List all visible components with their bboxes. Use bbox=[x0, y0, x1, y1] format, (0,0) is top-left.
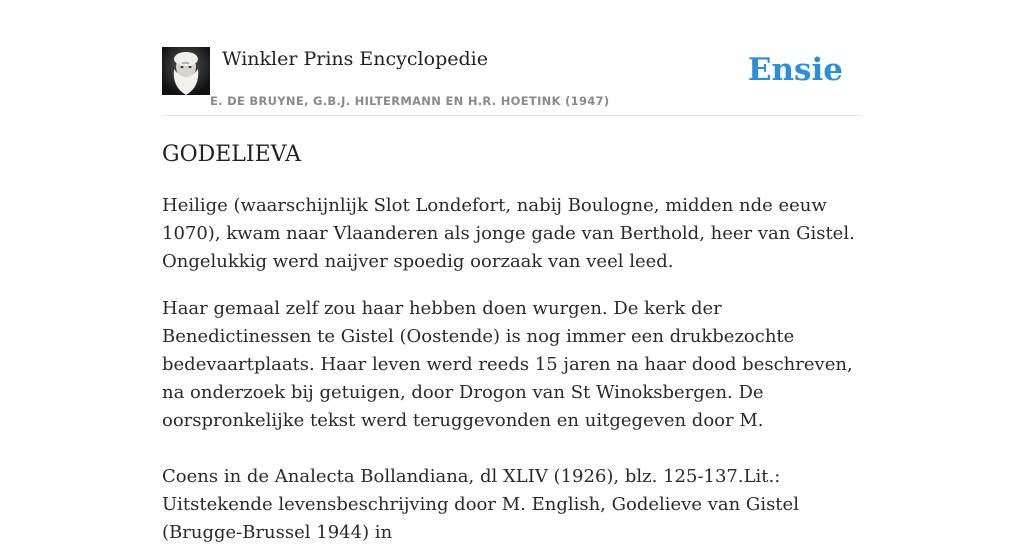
author-portrait[interactable] bbox=[162, 47, 210, 95]
site-title[interactable]: Winkler Prins Encyclopedie bbox=[222, 48, 488, 70]
ensie-logo[interactable]: Ensie bbox=[747, 52, 843, 88]
article-paragraph: Heilige (waarschijnlijk Slot Londefort, nabij Boulogne, midden nde eeuw 1070), kwam naar Vlaanderen als jonge gade van Berthold, heer van Gistel. Ongelukkig werd naijver spoedig oorzaak van veel leed. bbox=[162, 195, 855, 272]
article-title: GODELIEVA bbox=[162, 142, 301, 167]
article-paragraph: Haar gemaal zelf zou haar hebben doen wurgen. De kerk der Benedictinessen te Gistel (Oostende) is nog immer een drukbezochte bedevaartplaats. Haar leven werd reeds 15 jaren na haar dood beschreven, na onderzoek bij getuigen, door Drogon van St Winoksbergen. De oorspronkelijke tekst werd teruggevonden en uitgegeven door M. bbox=[162, 298, 853, 431]
authors-byline: E. DE BRUYNE, G.B.J. HILTERMANN EN H.R. HOETINK (1947) bbox=[210, 94, 610, 108]
site-header bbox=[162, 44, 862, 116]
article bbox=[162, 140, 862, 547]
article-paragraph: Coens in de Analecta Bollandiana, dl XLIV (1926), blz. 125-137.Lit.: Uitstekende levensbeschrijving door M. English, Godelieve van Gistel (Brugge-Brussel 1944) in bbox=[162, 466, 799, 543]
portrait-image-icon bbox=[162, 47, 210, 95]
